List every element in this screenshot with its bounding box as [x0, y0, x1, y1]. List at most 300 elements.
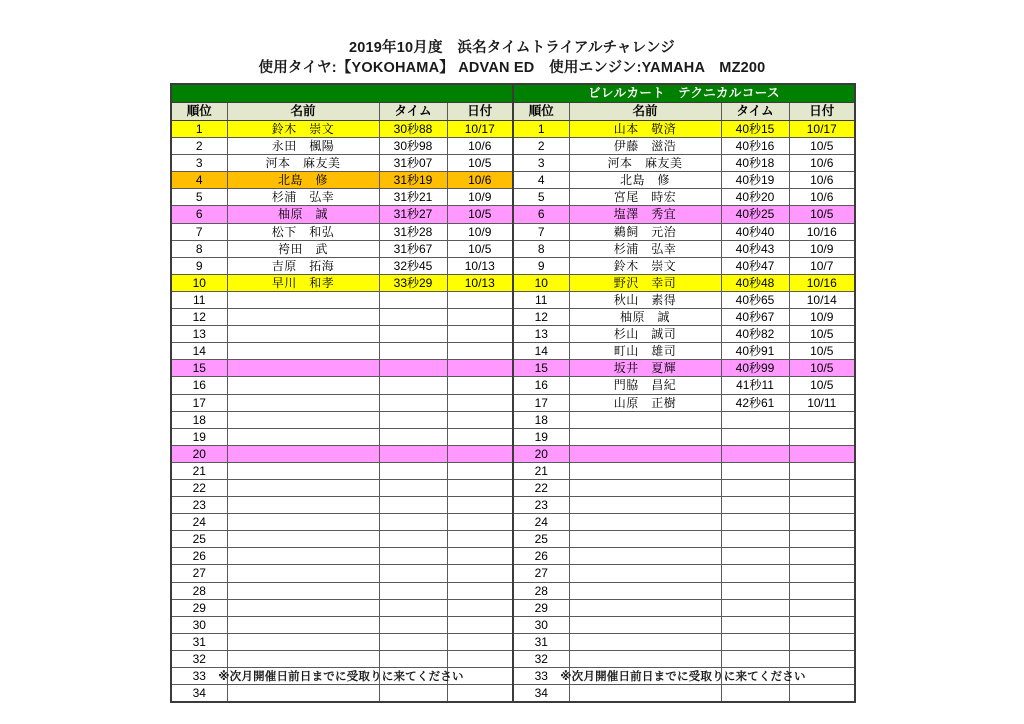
cell-right-date [789, 462, 855, 479]
cell-left-rank: 8 [171, 240, 227, 257]
cell-right-name: 山原 正樹 [569, 394, 721, 411]
cell-left-rank: 9 [171, 257, 227, 274]
cell-right-name: 鵜飼 元治 [569, 223, 721, 240]
cell-right-date [789, 428, 855, 445]
cell-left-name [227, 514, 379, 531]
cell-left-rank: 11 [171, 291, 227, 308]
cell-right-date [789, 514, 855, 531]
cell-left-name [227, 428, 379, 445]
course-banner-row [171, 84, 855, 103]
cell-right-time: 40秒43 [721, 240, 789, 257]
cell-right-name: 宮尾 時宏 [569, 189, 721, 206]
cell-right-name [569, 531, 721, 548]
cell-left-date [447, 428, 513, 445]
cell-right-date [789, 479, 855, 496]
cell-right-name: 坂井 夏輝 [569, 360, 721, 377]
cell-left-date [447, 343, 513, 360]
cell-right-date: 10/9 [789, 309, 855, 326]
cell-right-rank: 31 [513, 633, 569, 650]
cell-left-time [379, 479, 447, 496]
cell-right-rank: 7 [513, 223, 569, 240]
cell-right-time [721, 514, 789, 531]
cell-left-rank: 12 [171, 309, 227, 326]
cell-left-rank: 33 [171, 668, 227, 685]
cell-left-time: 31秒19 [379, 172, 447, 189]
cell-right-rank: 9 [513, 257, 569, 274]
cell-right-name [569, 479, 721, 496]
cell-left-rank: 16 [171, 377, 227, 394]
table-row [171, 685, 855, 703]
cell-left-time: 30秒98 [379, 138, 447, 155]
cell-right-name [569, 616, 721, 633]
cell-left-rank: 17 [171, 394, 227, 411]
results-table [170, 83, 856, 703]
cell-left-name: 袴田 武 [227, 240, 379, 257]
cell-right-time: 40秒16 [721, 138, 789, 155]
cell-left-date: 10/17 [447, 121, 513, 138]
cell-right-time [721, 479, 789, 496]
footer-note-right: ※次月開催日前日までに受取りに来てください [560, 671, 806, 683]
cell-left-date [447, 685, 513, 703]
cell-right-name [569, 633, 721, 650]
cell-left-rank: 4 [171, 172, 227, 189]
course-title: ビレルカート テクニカルコース [513, 84, 855, 103]
cell-left-rank: 1 [171, 121, 227, 138]
cell-left-rank: 30 [171, 616, 227, 633]
cell-left-name: 北島 修 [227, 172, 379, 189]
table-row [171, 377, 855, 394]
cell-right-rank: 34 [513, 685, 569, 703]
cell-right-name: 杉山 誠司 [569, 326, 721, 343]
cell-left-name: 松下 和弘 [227, 223, 379, 240]
cell-right-date: 10/5 [789, 138, 855, 155]
cell-left-rank: 21 [171, 462, 227, 479]
cell-left-rank: 13 [171, 326, 227, 343]
cell-right-time: 40秒91 [721, 343, 789, 360]
cell-right-rank: 13 [513, 326, 569, 343]
header-rank-left: 順位 [171, 103, 227, 121]
cell-left-name [227, 548, 379, 565]
cell-right-time: 40秒18 [721, 155, 789, 172]
table-row [171, 291, 855, 308]
cell-left-time [379, 291, 447, 308]
cell-left-time: 31秒07 [379, 155, 447, 172]
cell-right-date [789, 445, 855, 462]
cell-right-rank: 18 [513, 411, 569, 428]
cell-right-time [721, 428, 789, 445]
cell-right-name [569, 650, 721, 667]
cell-right-rank: 26 [513, 548, 569, 565]
cell-right-date: 10/5 [789, 377, 855, 394]
cell-left-date: 10/6 [447, 138, 513, 155]
cell-left-time [379, 497, 447, 514]
column-header-row [171, 103, 855, 121]
cell-right-rank: 11 [513, 291, 569, 308]
cell-left-time [379, 582, 447, 599]
cell-left-name [227, 531, 379, 548]
cell-left-time [379, 531, 447, 548]
cell-right-time: 40秒40 [721, 223, 789, 240]
cell-right-name [569, 428, 721, 445]
cell-right-rank: 1 [513, 121, 569, 138]
cell-left-time: 31秒67 [379, 240, 447, 257]
cell-left-name [227, 565, 379, 582]
cell-right-date: 10/5 [789, 206, 855, 223]
table-row [171, 565, 855, 582]
cell-right-time [721, 531, 789, 548]
table-row [171, 326, 855, 343]
cell-right-name: 杉浦 弘幸 [569, 240, 721, 257]
table-row [171, 257, 855, 274]
cell-left-date: 10/5 [447, 240, 513, 257]
cell-left-date [447, 445, 513, 462]
title-block [0, 0, 1024, 78]
cell-right-time [721, 582, 789, 599]
cell-right-name [569, 514, 721, 531]
cell-left-time: 33秒29 [379, 274, 447, 291]
header-date-left: 日付 [447, 103, 513, 121]
cell-left-time [379, 633, 447, 650]
cell-right-date [789, 531, 855, 548]
cell-right-rank: 8 [513, 240, 569, 257]
cell-right-time: 40秒67 [721, 309, 789, 326]
table-row [171, 274, 855, 291]
cell-left-date [447, 633, 513, 650]
cell-left-name [227, 650, 379, 667]
cell-left-date [447, 531, 513, 548]
table-row [171, 633, 855, 650]
cell-right-time: 40秒65 [721, 291, 789, 308]
cell-left-date: 10/5 [447, 206, 513, 223]
page-subtitle: 使用タイヤ:【YOKOHAMA】 ADVAN ED 使用エンジン:YAMAHA MZ200 [258, 60, 766, 76]
table-row [171, 445, 855, 462]
header-name-right: 名前 [569, 103, 721, 121]
cell-left-time: 31秒28 [379, 223, 447, 240]
cell-right-name [569, 497, 721, 514]
cell-right-rank: 14 [513, 343, 569, 360]
cell-left-rank: 7 [171, 223, 227, 240]
cell-left-name [227, 633, 379, 650]
cell-right-time [721, 411, 789, 428]
cell-left-time [379, 565, 447, 582]
table-row [171, 531, 855, 548]
table-row [171, 223, 855, 240]
cell-right-name [569, 548, 721, 565]
table-row [171, 616, 855, 633]
cell-right-time [721, 685, 789, 703]
cell-left-time [379, 548, 447, 565]
cell-left-name: 杉浦 弘幸 [227, 189, 379, 206]
cell-right-rank: 2 [513, 138, 569, 155]
cell-right-date: 10/5 [789, 360, 855, 377]
cell-right-date: 10/9 [789, 240, 855, 257]
header-name-left: 名前 [227, 103, 379, 121]
cell-left-time [379, 445, 447, 462]
cell-right-rank: 15 [513, 360, 569, 377]
cell-left-date [447, 497, 513, 514]
table-row [171, 548, 855, 565]
cell-left-time [379, 599, 447, 616]
cell-right-time: 40秒48 [721, 274, 789, 291]
cell-right-date [789, 582, 855, 599]
cell-left-date [447, 411, 513, 428]
cell-left-rank: 24 [171, 514, 227, 531]
cell-right-time [721, 445, 789, 462]
cell-left-time [379, 343, 447, 360]
cell-left-name [227, 685, 379, 703]
cell-right-rank: 22 [513, 479, 569, 496]
table-row [171, 599, 855, 616]
cell-left-date: 10/9 [447, 223, 513, 240]
cell-left-name [227, 394, 379, 411]
cell-right-time [721, 633, 789, 650]
cell-right-date: 10/17 [789, 121, 855, 138]
cell-right-rank: 21 [513, 462, 569, 479]
cell-left-date [447, 326, 513, 343]
cell-right-time: 42秒61 [721, 394, 789, 411]
cell-right-time [721, 616, 789, 633]
table-row [171, 428, 855, 445]
cell-right-date [789, 497, 855, 514]
cell-left-time: 31秒27 [379, 206, 447, 223]
cell-left-name [227, 377, 379, 394]
cell-right-name: 秋山 素得 [569, 291, 721, 308]
cell-right-time [721, 497, 789, 514]
cell-left-time [379, 411, 447, 428]
cell-left-name: 永田 楓陽 [227, 138, 379, 155]
cell-right-date [789, 633, 855, 650]
cell-right-time: 40秒47 [721, 257, 789, 274]
cell-left-date: 10/6 [447, 172, 513, 189]
cell-right-name: 河本 麻友美 [569, 155, 721, 172]
cell-left-date: 10/9 [447, 189, 513, 206]
cell-right-date [789, 565, 855, 582]
cell-right-time: 40秒99 [721, 360, 789, 377]
cell-right-time [721, 599, 789, 616]
cell-left-name: 河本 麻友美 [227, 155, 379, 172]
cell-left-rank: 31 [171, 633, 227, 650]
cell-left-date [447, 377, 513, 394]
table-row [171, 514, 855, 531]
table-row [171, 121, 855, 138]
cell-left-rank: 22 [171, 479, 227, 496]
results-table-body [171, 84, 855, 702]
cell-left-time [379, 377, 447, 394]
cell-right-date [789, 548, 855, 565]
cell-left-time [379, 650, 447, 667]
cell-right-rank: 16 [513, 377, 569, 394]
cell-left-rank: 29 [171, 599, 227, 616]
cell-right-date [789, 411, 855, 428]
cell-left-rank: 3 [171, 155, 227, 172]
cell-right-date: 10/5 [789, 343, 855, 360]
table-row [171, 479, 855, 496]
cell-right-name [569, 599, 721, 616]
table-row [171, 155, 855, 172]
cell-left-time [379, 394, 447, 411]
cell-left-time [379, 309, 447, 326]
table-row [171, 189, 855, 206]
cell-left-date [447, 582, 513, 599]
cell-left-rank: 18 [171, 411, 227, 428]
cell-left-date: 10/13 [447, 274, 513, 291]
banner-left-blank [171, 84, 513, 103]
cell-left-name [227, 411, 379, 428]
cell-right-name: 塩澤 秀宜 [569, 206, 721, 223]
cell-left-name [227, 445, 379, 462]
cell-left-rank: 6 [171, 206, 227, 223]
cell-right-date: 10/7 [789, 257, 855, 274]
cell-right-name: 伊藤 滋浩 [569, 138, 721, 155]
cell-right-time: 40秒20 [721, 189, 789, 206]
cell-right-date: 10/16 [789, 274, 855, 291]
cell-left-name [227, 479, 379, 496]
table-row [171, 172, 855, 189]
page-title: 2019年10月度 浜名タイムトライアルチャレンジ [349, 40, 675, 56]
cell-left-rank: 10 [171, 274, 227, 291]
cell-left-name [227, 326, 379, 343]
cell-right-time [721, 565, 789, 582]
cell-right-rank: 20 [513, 445, 569, 462]
cell-left-name [227, 309, 379, 326]
cell-right-name: 町山 雄司 [569, 343, 721, 360]
cell-right-date: 10/6 [789, 189, 855, 206]
cell-right-name [569, 445, 721, 462]
cell-right-name: 北島 修 [569, 172, 721, 189]
cell-left-time [379, 514, 447, 531]
cell-left-date [447, 309, 513, 326]
header-rank-right: 順位 [513, 103, 569, 121]
cell-left-date [447, 291, 513, 308]
cell-right-name: 柚原 誠 [569, 309, 721, 326]
cell-left-name [227, 343, 379, 360]
footer-note-left: ※次月開催日前日までに受取りに来てください [218, 671, 464, 683]
cell-right-date: 10/5 [789, 326, 855, 343]
cell-right-rank: 28 [513, 582, 569, 599]
cell-left-date [447, 548, 513, 565]
cell-left-time [379, 360, 447, 377]
cell-left-time: 31秒21 [379, 189, 447, 206]
table-row [171, 394, 855, 411]
cell-left-name [227, 360, 379, 377]
cell-right-name: 山本 敬済 [569, 121, 721, 138]
cell-left-date [447, 479, 513, 496]
results-table-wrapper [170, 83, 854, 703]
cell-left-rank: 27 [171, 565, 227, 582]
cell-left-rank: 15 [171, 360, 227, 377]
cell-right-date [789, 650, 855, 667]
cell-left-name [227, 497, 379, 514]
cell-left-date [447, 650, 513, 667]
cell-right-time: 40秒82 [721, 326, 789, 343]
cell-right-rank: 23 [513, 497, 569, 514]
cell-right-rank: 30 [513, 616, 569, 633]
cell-left-date [447, 462, 513, 479]
cell-right-rank: 33 [513, 668, 569, 685]
cell-left-time [379, 428, 447, 445]
header-time-left: タイム [379, 103, 447, 121]
cell-left-rank: 23 [171, 497, 227, 514]
cell-left-date [447, 360, 513, 377]
cell-right-rank: 17 [513, 394, 569, 411]
table-row [171, 138, 855, 155]
cell-left-date: 10/13 [447, 257, 513, 274]
cell-right-name: 鈴木 崇文 [569, 257, 721, 274]
cell-left-name: 柚原 誠 [227, 206, 379, 223]
table-row [171, 309, 855, 326]
cell-right-rank: 6 [513, 206, 569, 223]
table-row [171, 343, 855, 360]
table-row [171, 650, 855, 667]
cell-left-time [379, 326, 447, 343]
cell-left-name [227, 599, 379, 616]
cell-right-rank: 25 [513, 531, 569, 548]
cell-right-rank: 4 [513, 172, 569, 189]
cell-left-name: 早川 和孝 [227, 274, 379, 291]
cell-right-name [569, 411, 721, 428]
cell-right-time [721, 650, 789, 667]
cell-right-date: 10/14 [789, 291, 855, 308]
cell-left-rank: 34 [171, 685, 227, 703]
cell-right-rank: 27 [513, 565, 569, 582]
cell-left-time [379, 616, 447, 633]
cell-right-rank: 19 [513, 428, 569, 445]
cell-left-rank: 5 [171, 189, 227, 206]
cell-left-date [447, 514, 513, 531]
cell-right-rank: 12 [513, 309, 569, 326]
cell-right-name: 門脇 昌紀 [569, 377, 721, 394]
cell-right-name [569, 685, 721, 703]
cell-left-date: 10/5 [447, 155, 513, 172]
header-date-right: 日付 [789, 103, 855, 121]
cell-left-name [227, 291, 379, 308]
cell-left-time [379, 462, 447, 479]
table-row [171, 497, 855, 514]
cell-left-name [227, 582, 379, 599]
cell-right-date: 10/6 [789, 172, 855, 189]
cell-right-rank: 10 [513, 274, 569, 291]
cell-left-date [447, 565, 513, 582]
cell-left-name [227, 616, 379, 633]
cell-right-date [789, 685, 855, 703]
cell-right-name: 野沢 幸司 [569, 274, 721, 291]
cell-right-date: 10/6 [789, 155, 855, 172]
cell-left-rank: 2 [171, 138, 227, 155]
cell-left-name [227, 462, 379, 479]
cell-right-rank: 24 [513, 514, 569, 531]
cell-right-rank: 32 [513, 650, 569, 667]
table-row [171, 582, 855, 599]
cell-right-date: 10/16 [789, 223, 855, 240]
cell-left-rank: 25 [171, 531, 227, 548]
cell-right-rank: 5 [513, 189, 569, 206]
cell-left-date [447, 599, 513, 616]
cell-left-time: 30秒88 [379, 121, 447, 138]
cell-right-rank: 29 [513, 599, 569, 616]
cell-left-rank: 20 [171, 445, 227, 462]
cell-right-time: 40秒15 [721, 121, 789, 138]
table-row [171, 240, 855, 257]
cell-left-rank: 26 [171, 548, 227, 565]
cell-left-name: 吉原 拓海 [227, 257, 379, 274]
cell-left-rank: 32 [171, 650, 227, 667]
cell-right-date [789, 599, 855, 616]
cell-right-time [721, 462, 789, 479]
cell-left-time: 32秒45 [379, 257, 447, 274]
cell-right-name [569, 565, 721, 582]
cell-left-name: 鈴木 崇文 [227, 121, 379, 138]
footer-notes [170, 668, 854, 684]
